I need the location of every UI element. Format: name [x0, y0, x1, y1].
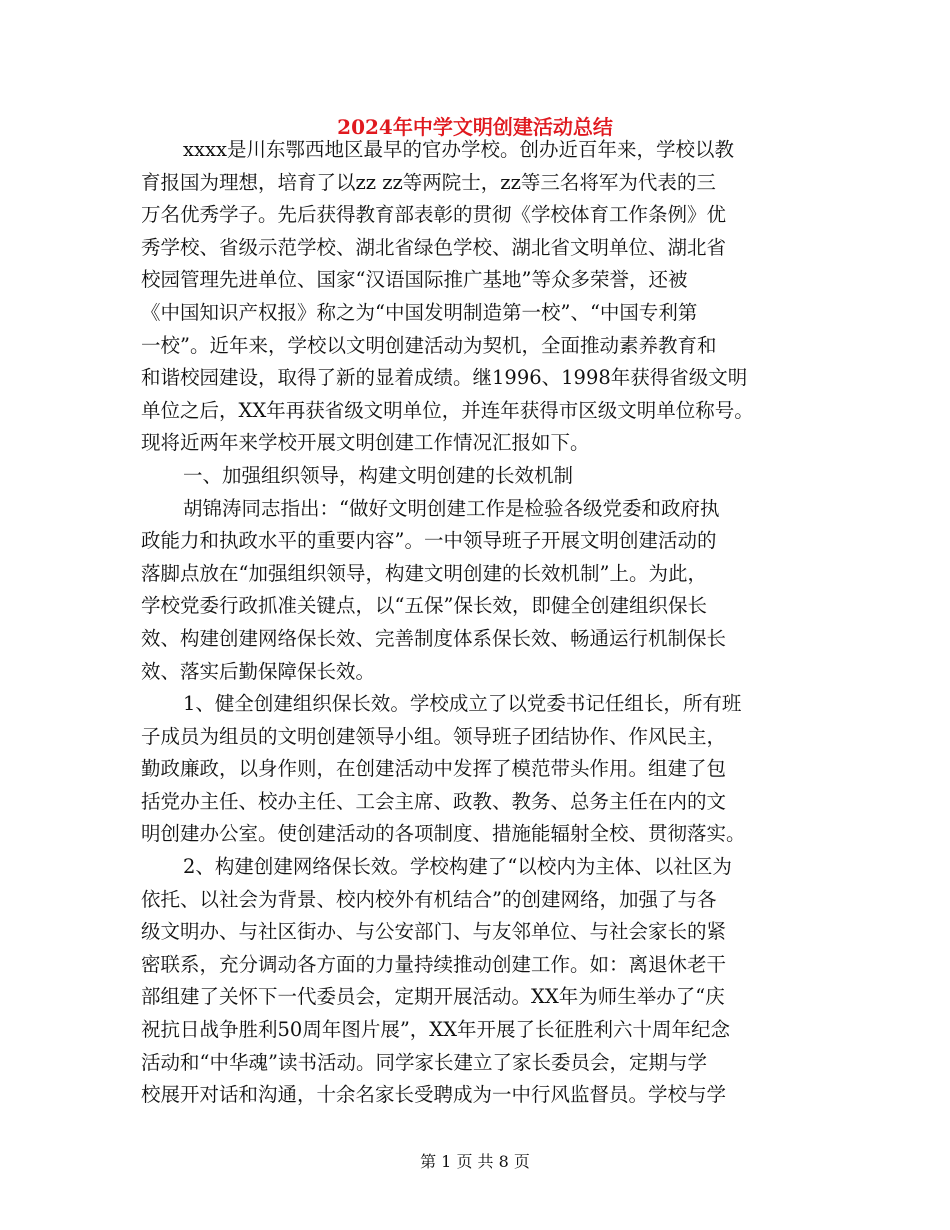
document-title: 2024年中学文明创建活动总结: [337, 115, 613, 139]
text-line: 政能力和执政水平的重要内容”。一中领导班子开展文明创建活动的: [141, 529, 717, 553]
text-line: 活动和“中华魂”读书活动。同学家长建立了家长委员会，定期与学: [141, 1050, 707, 1074]
text-line: 和谐校园建设，取得了新的显着成绩。继1996、1998年获得省级文明: [141, 366, 748, 390]
text-line: 学校党委行政抓准关键点，以“五保”保长效，即健全创建组织保长: [141, 594, 707, 618]
text-line: 2、构建创建网络保长效。学校构建了“以校内为主体、以社区为: [183, 855, 732, 879]
text-line: 落脚点放在“加强组织领导，构建文明创建的长效机制”上。为此，: [141, 561, 707, 585]
text-line: 校园管理先进单位、国家“汉语国际推广基地”等众多荣誉，还被: [141, 268, 688, 292]
text-line: xxxx是川东鄂西地区最早的官办学校。创办近百年来，学校以教: [183, 138, 734, 161]
text-line: 效、构建创建网络保长效、完善制度体系保长效、畅通运行机制保长: [141, 626, 727, 650]
text-line: 《中国知识产权报》称之为“中国发明制造第一校”、“中国专利第: [141, 300, 698, 324]
text-line: 秀学校、省级示范学校、湖北省绿色学校、湖北省文明单位、湖北省: [141, 235, 727, 259]
document-body: [141, 134, 821, 1112]
text-line: 部组建了关怀下一代委员会，定期开展活动。XX年为师生举办了“庆: [141, 985, 725, 1009]
text-line: 效、落实后勤保障保长效。: [141, 659, 376, 683]
text-line: 单位之后，XX年再获省级文明单位，并连年获得市区级文明单位称号。: [141, 398, 754, 422]
text-line: 万名优秀学子。先后获得教育部表彰的贯彻《学校体育工作条例》优: [141, 203, 727, 227]
text-line: 1、健全创建组织保长效。学校成立了以党委书记任组长，所有班: [183, 692, 742, 716]
text-line: 级文明办、与社区街办、与公安部门、与友邻单位、与社会家长的紧: [141, 920, 727, 944]
text-line: 一校”。近年来，学校以文明创建活动为契机，全面推动素养教育和: [141, 333, 717, 357]
text-line: 依托、以社会为背景、校内校外有机结合”的创建网络，加强了与各: [141, 887, 717, 911]
text-line: 现将近两年来学校开展文明创建工作情况汇报如下。: [141, 431, 590, 455]
text-line: 育报国为理想，培育了以zz zz等两院士，zz等三名将军为代表的三: [141, 170, 716, 194]
text-line: 胡锦涛同志指出：“做好文明创建工作是检验各级党委和政府执: [183, 496, 720, 520]
text-line: 祝抗日战争胜利50周年图片展”，XX年开展了长征胜利六十周年纪念: [141, 1018, 731, 1042]
text-line: 一、加强组织领导，构建文明创建的长效机制: [183, 463, 574, 487]
text-line: 密联系，充分调动各方面的力量持续推动创建工作。如：离退休老干: [141, 952, 727, 976]
page-footer: 第 1 页 共 8 页: [420, 1152, 530, 1171]
text-line: 明创建办公室。使创建活动的各项制度、措施能辐射全校、贯彻落实。: [141, 822, 746, 846]
text-line: 勤政廉政，以身作则，在创建活动中发挥了模范带头作用。组建了包: [141, 757, 727, 781]
text-line: 括党办主任、校办主任、工会主席、政教、教务、总务主任在内的文: [141, 789, 727, 813]
text-line: 校展开对话和沟通，十余名家长受聘成为一中行风监督员。学校与学: [141, 1083, 727, 1107]
text-line: 子成员为组员的文明创建领导小组。领导班子团结协作、作风民主，: [141, 724, 727, 748]
